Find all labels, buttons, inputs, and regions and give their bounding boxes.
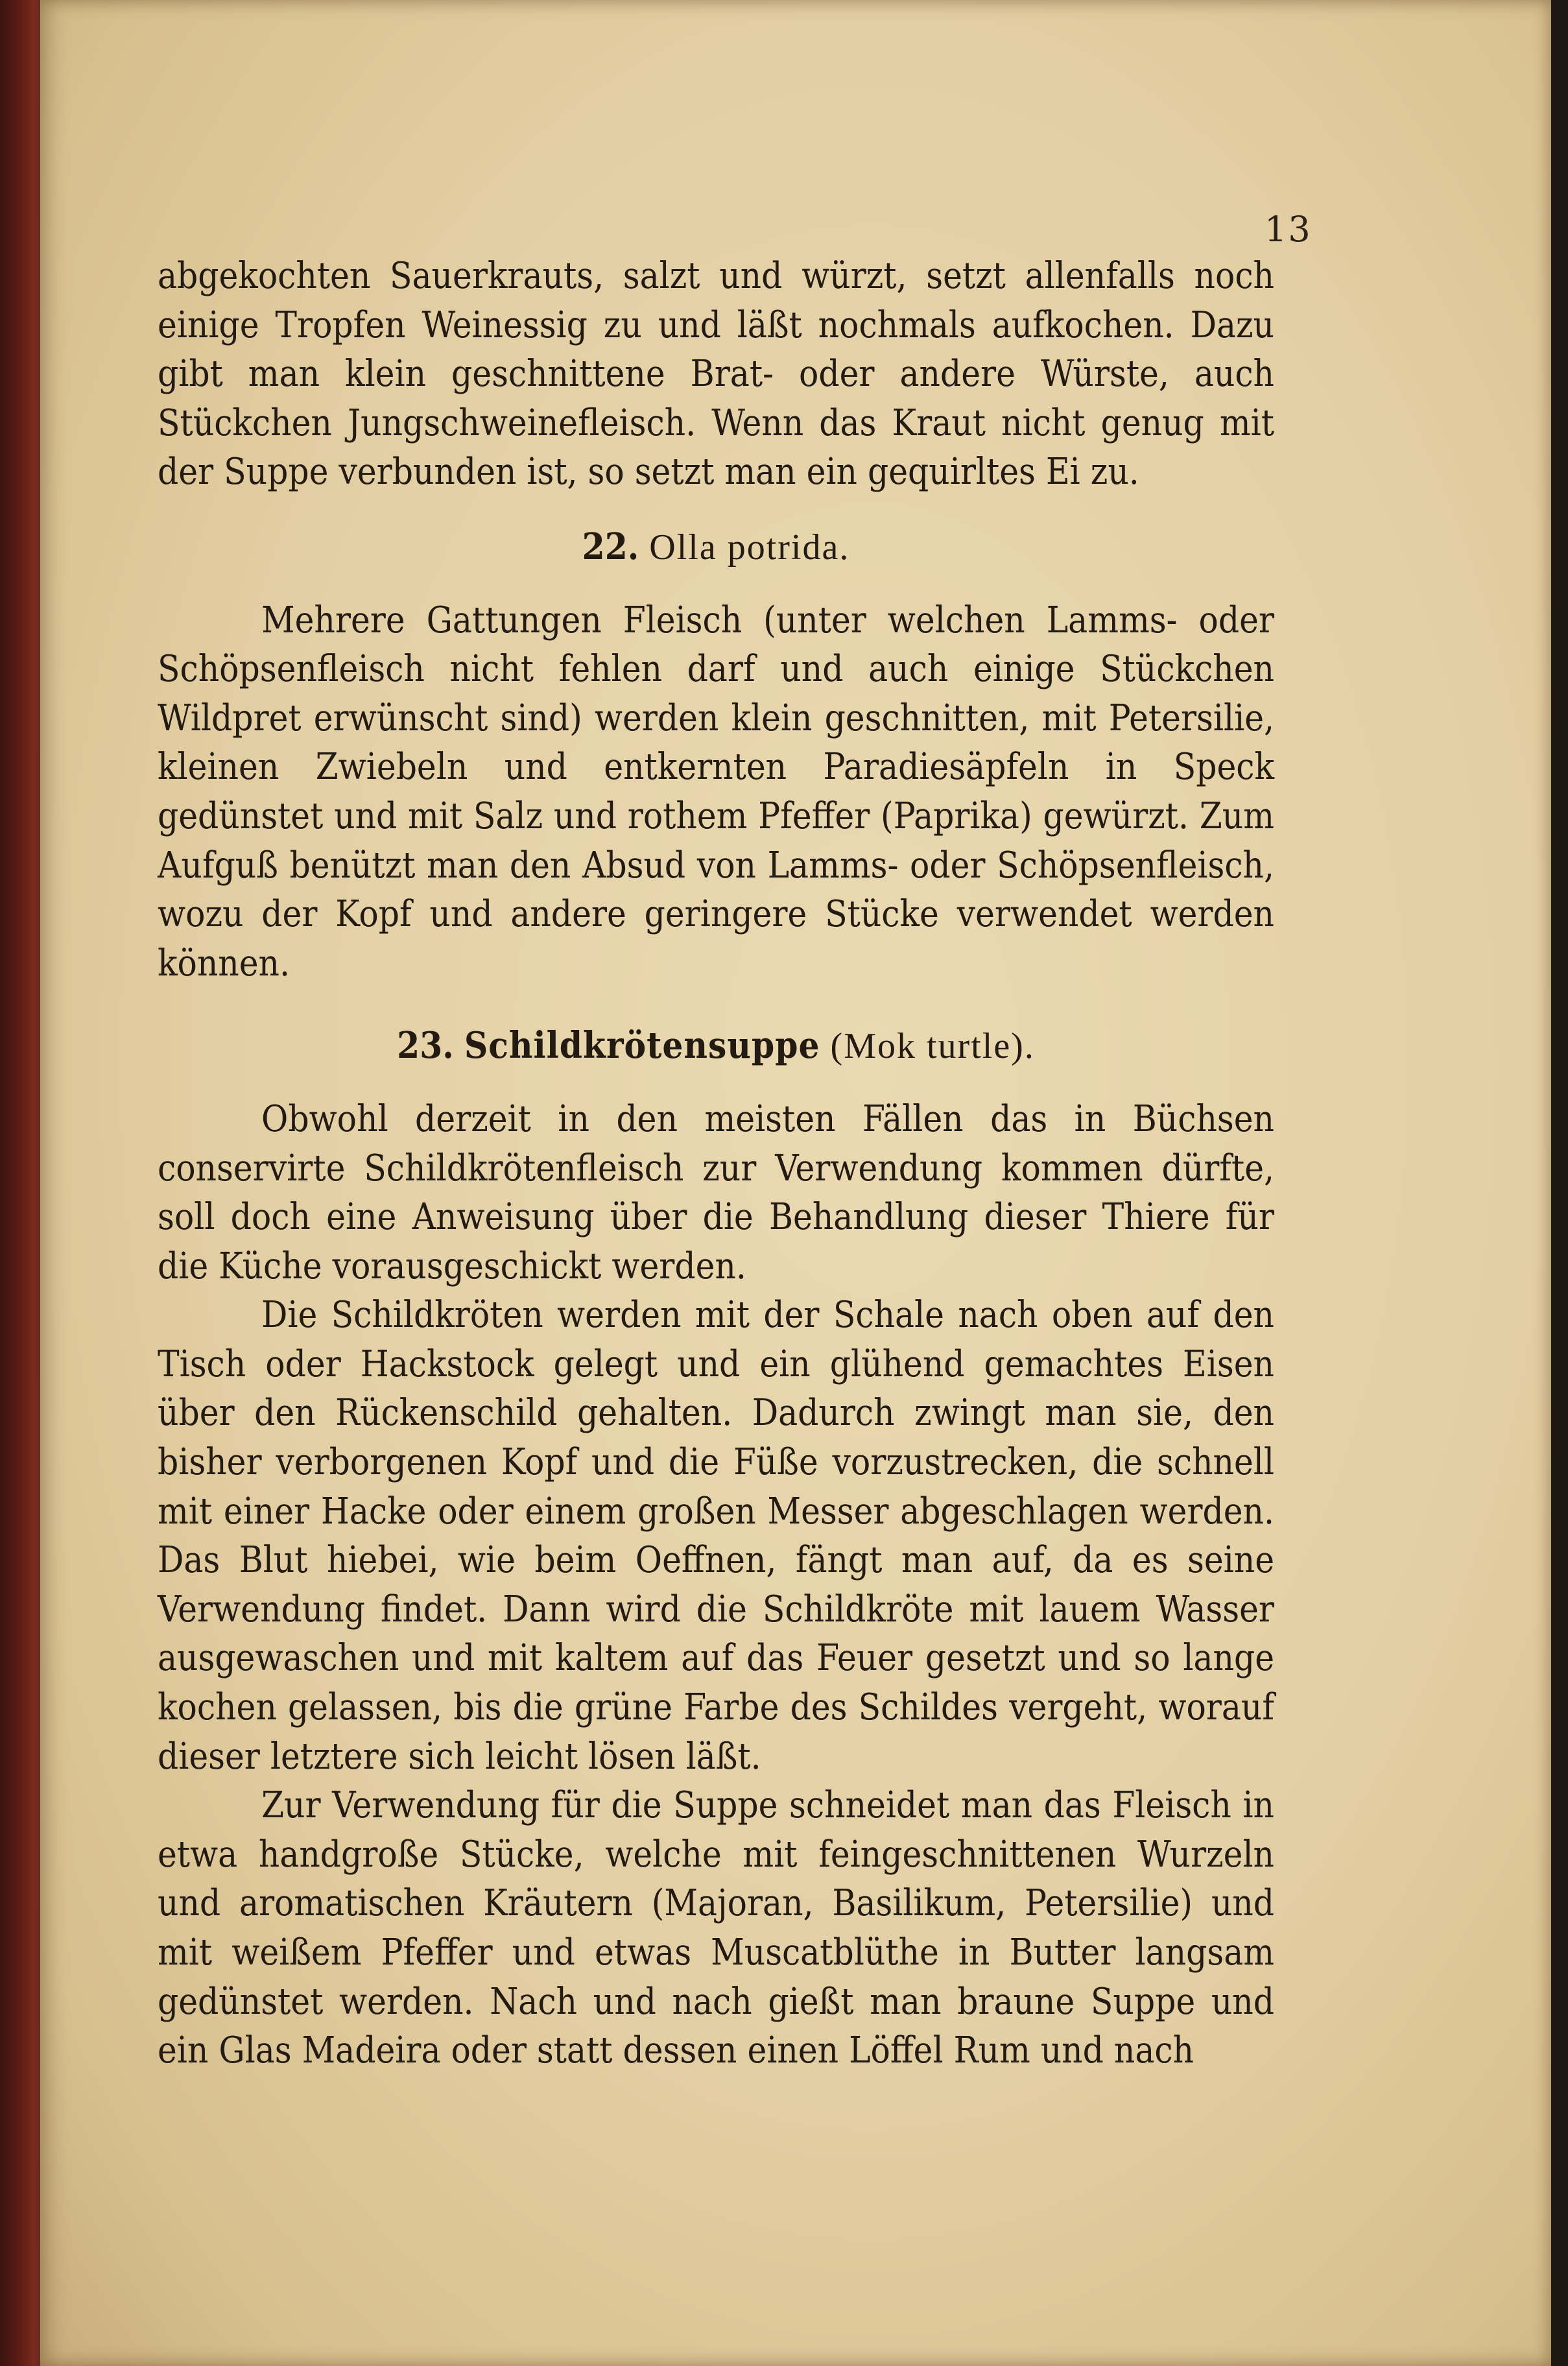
page-number: 13: [1265, 209, 1312, 250]
recipe-23-heading: [158, 1022, 1274, 1071]
recipe-23-paragraph-2: Die Schildkröten werden mit der Schale nach oben auf den Tisch oder Hackstock gelegt und ein glühend gemachtes Eisen über den Rückenschild gehalten. Dadurch zwingt man sie, den bisher verborgenen Kopf und die Füße vorzustrecken, die schnell mit einer Hacke oder einem großen Messer abgeschlagen werden. Das Blut hiebei, wie beim Oeffnen, fängt man auf, da es seine Verwendung findet. Dann wird die Schildkröte mit lauem Wasser ausgewaschen und mit kaltem auf das Feuer gesetzt und so lange kochen gelassen, bis die grüne Farbe des Schildes vergeht, worauf dieser letztere sich leicht lösen läßt.: [158, 1294, 1274, 1778]
recipe-22-number: 22.: [582, 525, 639, 568]
recipe-23-paragraph-1: Obwohl derzeit in den meisten Fällen das in Büchsen conservirte Schildkrötenfleisch zur Verwendung kommen dürfte, soll doch eine Anweisung über die Behandlung dieser Thiere für die Küche vorausgeschickt werden.: [158, 1097, 1274, 1287]
text-block: [158, 252, 1274, 2075]
book-binding-edge: [0, 0, 45, 2366]
recipe-22-body: Mehrere Gattungen Fleisch (unter welchen Lamms- oder Schöpsenfleisch nicht fehlen darf und auch einige Stückchen Wildpret erwünscht sind) werden klein geschnitten, mit Petersilie, kleinen Zwiebeln und entkernten Paradiesäpfeln in Speck gedünstet und mit Salz und rothem Pfeffer (Paprika) gewürzt. Zum Aufguß benützt man den Absud von Lamms- oder Schöpsenfleisch, wozu der Kopf und andere geringere Stücke verwendet werden können.: [158, 599, 1274, 985]
recipe-23-paragraph-3: Zur Verwendung für die Suppe schneidet man das Fleisch in etwa handgroße Stücke, welche mit feingeschnittenen Wurzeln und aromatischen Kräutern (Majoran, Basilikum, Petersilie) und mit weißem Pfeffer und etwas Muscatblüthe in Butter langsam gedünstet werden. Nach und nach gießt man braune Suppe und ein Glas Madeira oder statt dessen einen Löffel Rum und nach: [158, 1784, 1274, 2072]
recipe-22-title: Olla potrida.: [649, 527, 850, 568]
recipe-22-heading: [158, 523, 1274, 573]
recipe-23-title: Schildkrötensuppe: [464, 1024, 820, 1068]
continuation-paragraph: abgekochten Sauerkrauts, salzt und würzt, setzt allenfalls noch einige Tropfen Weinessig zu und läßt nochmals aufkochen. Dazu gibt man klein geschnittene Brat- oder andere Würste, auch Stückchen Jungschweinefleisch. Wenn das Kraut nicht genug mit der Suppe verbunden ist, so setzt man ein gequirltes Ei zu.: [158, 255, 1274, 494]
recipe-23-subtitle: (Mok turtle).: [830, 1026, 1035, 1067]
recipe-23-number: 23.: [397, 1024, 454, 1068]
